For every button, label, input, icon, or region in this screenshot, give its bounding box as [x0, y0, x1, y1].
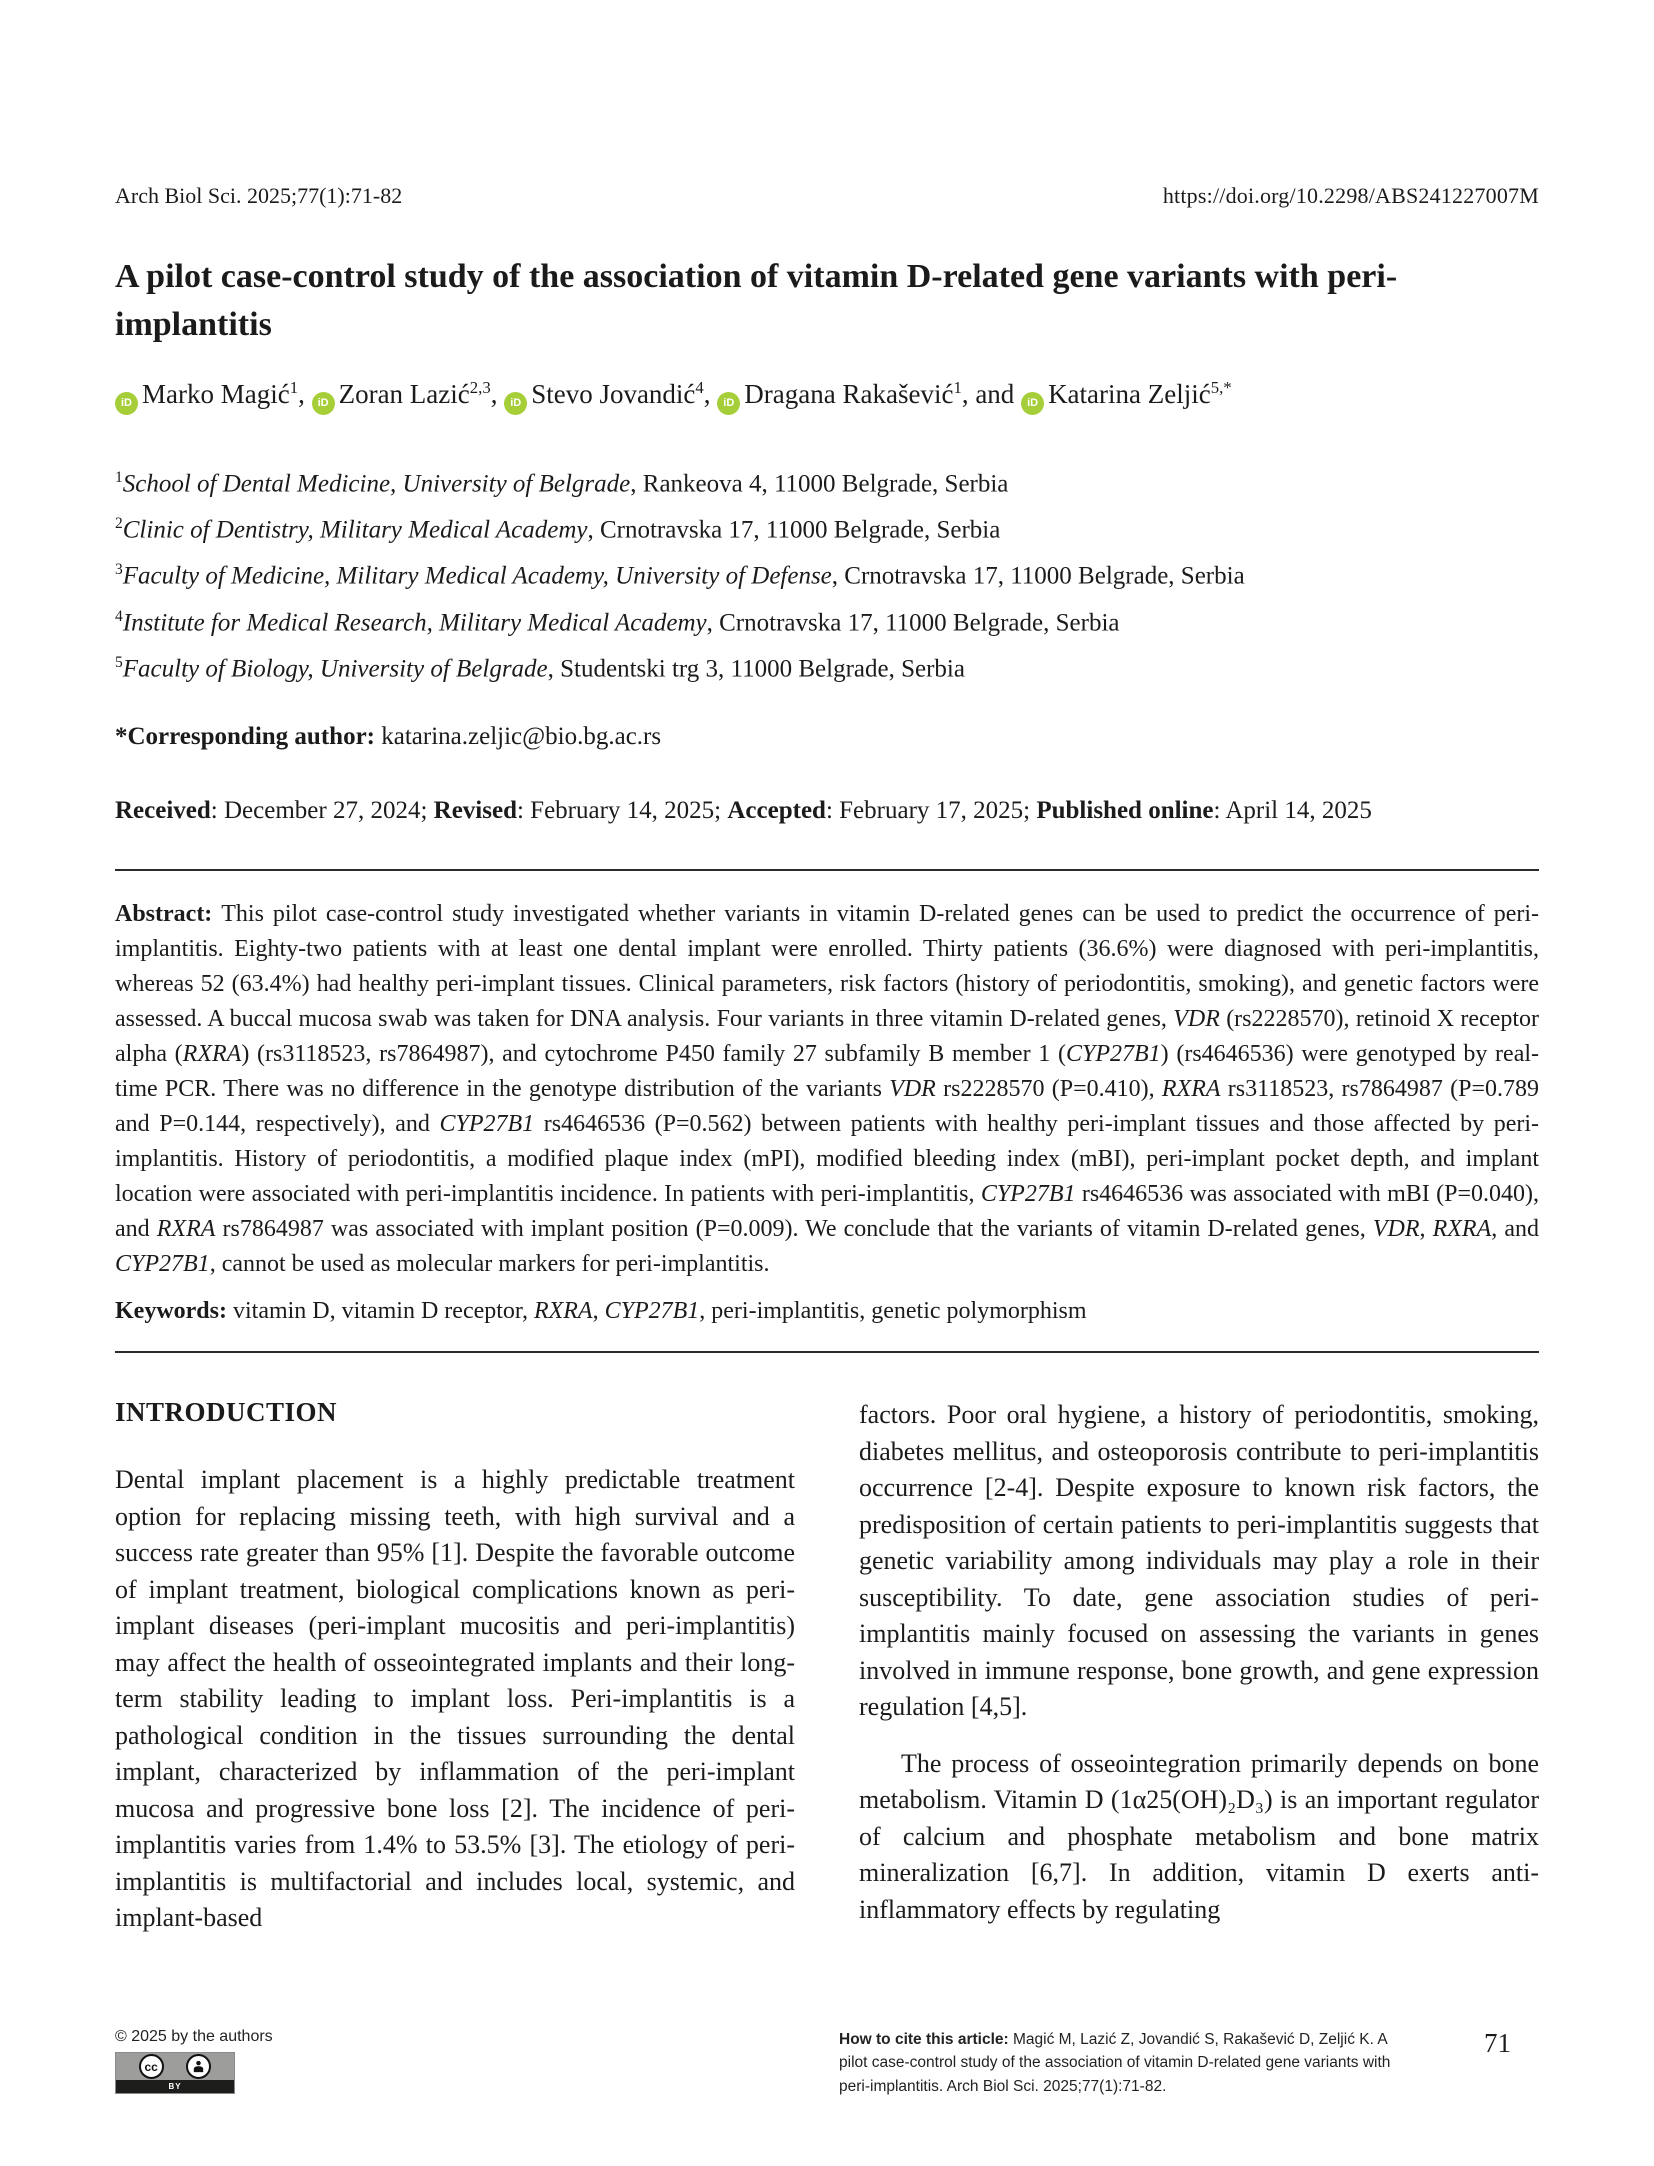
orcid-icon: iD — [504, 392, 527, 415]
divider-top — [115, 869, 1539, 871]
abstract-paragraph: Abstract: This pilot case-control study investigated whether variants in vitamin D-related genes can be used to predict the occurrence of peri-implantitis. Eighty-two patients with at least one dental implant were enrolled. Thirty patients (36.6%) were diagnosed with peri-implantitis, whereas 52 (63.4%) had healthy peri-implant tissues. Clinical parameters, risk factors (history of periodontitis, smoking), and genetic factors were assessed. A buccal mucosa swab was taken for DNA analysis. Four variants in three vitamin D-related genes, VDR (rs2228570), retinoid X receptor alpha (RXRA) (rs3118523, rs7864987), and cytochrome P450 family 27 subfamily B member 1 (CYP27B1) (rs4646536) were genotyped by real-time PCR. There was no difference in the genotype distribution of the variants VDR rs2228570 (P=0.410), RXRA rs3118523, rs7864987 (P=0.789 and P=0.144, respectively), and CYP27B1 rs4646536 (P=0.562) between patients with healthy peri-implant tissues and those affected by peri-implantitis. History of periodontitis, a modified plaque index (mPI), modified bleeding index (mBI), peri-implant pocket depth, and implant location were associated with peri-implantitis incidence. In patients with peri-implantitis, CYP27B1 rs4646536 was associated with mBI (P=0.040), and RXRA rs7864987 was associated with implant position (P=0.009). We conclude that the variants of vitamin D-related genes, VDR, RXRA, and CYP27B1, cannot be used as molecular markers for peri-implantitis. — [115, 901, 1540, 1278]
intro-paragraph-1: Dental implant placement is a highly predictable treatment option for replacing missing teeth, with high survival and a success rate greater than 95% [1]. Despite the favorable outcome of implant treatment, biological complications known as peri-implant diseases (peri-implant mucositis and peri-implantitis) may affect the health of osseointegrated implants and their long-term stability leading to implant loss. Peri-implantitis is a pathological condition in the tissues surrounding the dental implant, characterized by inflammation of the peri-implant mucosa and progressive bone loss [2]. The incidence of peri-implantitis varies from 1.4% to 53.5% [3]. The etiology of peri-implantitis is multifactorial and includes local, systemic, and implant-based — [115, 1465, 795, 1933]
orcid-icon: iD — [312, 392, 335, 415]
dates-line: Received: December 27, 2024; Revised: February 14, 2025; Accepted: February 17, 2025; Published online: April 14, 2025 — [115, 797, 1372, 825]
license-block — [115, 2028, 273, 2094]
body-column-left — [115, 1397, 795, 1937]
orcid-icon: iD — [717, 392, 740, 415]
intro-paragraph-2: The process of osseointegration primarily depends on bone metabolism. Vitamin D (1α25(OH)₂D₃) is an important regulator of calcium and phosphate metabolism and bone matrix mineralization [6,7]. In addition, vitamin D exerts anti-inflammatory effects by regulating — [859, 1748, 1539, 1924]
cc-icon: cc — [139, 2054, 164, 2079]
cc-badge-icons — [116, 2053, 234, 2080]
affiliation-line: $^5$Faculty of Biology, University of Belgrade, Studentski trg 3, 11000 Belgrade, Serbia — [115, 654, 965, 683]
body-columns — [115, 1397, 1539, 1937]
cc-by-label: BY — [168, 2082, 182, 2091]
affiliations-block — [115, 469, 1539, 684]
citation-block — [839, 2028, 1539, 2098]
affiliation-line: $^2$Clinic of Dentistry, Military Medical Academy, Crnotravska 17, 11000 Belgrade, Serbia — [115, 515, 1001, 544]
divider-bottom — [115, 1351, 1539, 1353]
article-title: A pilot case-control study of the association of vitamin D-related gene variants with peri-implantitis — [115, 258, 1398, 343]
corresponding-author-line — [115, 723, 1539, 751]
orcid-icon: iD — [1021, 392, 1044, 415]
orcid-icon: iD — [115, 392, 138, 415]
affiliation-line: $^4$Institute for Medical Research, Military Medical Academy, Crnotravska 17, 11000 Belgrade, Serbia — [115, 607, 1120, 636]
copyright-text: © 2025 by the authors — [115, 2028, 273, 2045]
body-column-right — [859, 1397, 1539, 1937]
intro-heading: INTRODUCTION — [115, 1397, 338, 1428]
page-header — [115, 183, 1539, 209]
corresponding-email[interactable]: katarina.zeljic@bio.bg.ac.rs — [381, 723, 662, 751]
page-number: 71 — [1484, 2028, 1511, 2058]
citation-text: How to cite this article: Magić M, Lazić Z, Jovandić S, Rakašević D, Zeljić K. A pilot case-control study of the association of vitamin D-related gene variants with peri-implantitis. Arch Biol Sci. 2025;77(1):71-82. — [839, 2031, 1391, 2095]
keywords-line: Keywords: vitamin D, vitamin D receptor, RXRA, CYP27B1, peri-implantitis, genetic polymorphism — [115, 1298, 1087, 1325]
journal-reference: Arch Biol Sci. 2025;77(1):71-82 — [115, 183, 403, 208]
doi-link[interactable]: https://doi.org/10.2298/ABS241227007M — [1162, 183, 1539, 208]
authors-line: iD Marko Magić$^1$, iD Zoran Lazić$^{2,3}$, iD Stevo Jovandić$^4$, iD Dragana Rakašević$^1$, and iD Katarina Zeljić$^{5,*}$ — [115, 378, 1539, 415]
affiliation-line: $^3$Faculty of Medicine, Military Medical Academy, University of Defense, Crnotravska 17, 11000 Belgrade, Serbia — [115, 561, 1245, 590]
affiliation-line: $^1$School of Dental Medicine, University of Belgrade, Rankeova 4, 11000 Belgrade, Serbia — [115, 468, 1009, 498]
corresponding-author-label: *Corresponding author — [115, 723, 367, 751]
cc-by-badge — [115, 2052, 235, 2094]
person-icon — [186, 2054, 211, 2079]
cc-by-strip — [116, 2080, 234, 2093]
intro-paragraph-1-continued: factors. Poor oral hygiene, a history of periodontitis, smoking, diabetes mellitus, and osteoporosis contribute to peri-implantitis occurrence [2-4]. Despite exposure to known risk factors, the predisposition of certain patients to peri-implantitis suggests that genetic variability among individuals may play a role in their susceptibility. To date, gene association studies of peri-implantitis mainly focused on assessing the variants in genes involved in immune response, bone growth, and gene expression regulation [4,5]. — [859, 1400, 1539, 1722]
corresponding-author-colon: : — [366, 723, 382, 751]
page-footer — [115, 2028, 1539, 2098]
